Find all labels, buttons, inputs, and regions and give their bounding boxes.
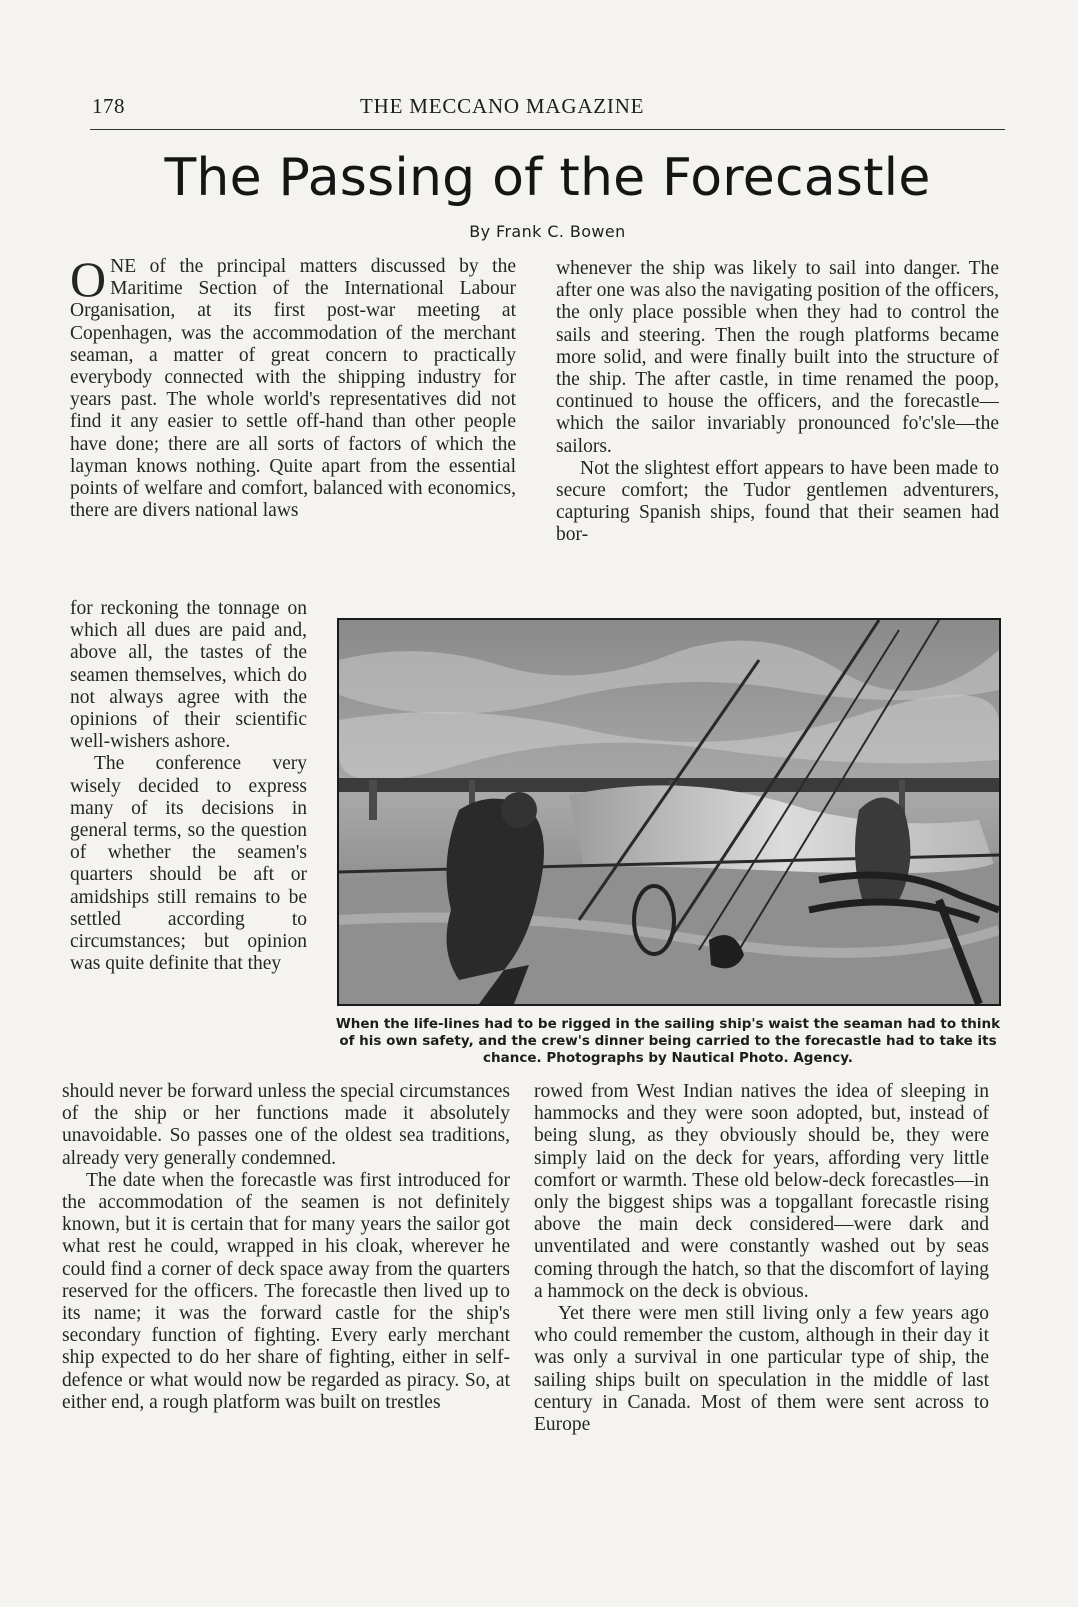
paragraph-tonnage: for reckoning the tonnage on which all dues are paid and, above all, the tastes of the seamen themselves, which do not always agree with the opinions of their scientific well-wishers ashore. — [70, 598, 307, 753]
paragraph-conference: The conference very wisely decided to express many of its decisions in general terms, so the question of whether the seamen's quarters should be aft or amidships still remains to be settled according to circumstances; but opinion was quite definite that they — [70, 753, 307, 975]
header-rule — [90, 129, 1005, 130]
magazine-name: THE MECCANO MAGAZINE — [360, 94, 645, 118]
opening-paragraph: NE of the principal matters discussed by the Maritime Section of the International Labour Organisation, at its first post-war meeting at Copenhagen, was the accommodation of the merchant seaman, a matter of great concern to practically everybody connected with the shipping industry for years past. The whole world's representatives did not find it any easier to settle off-hand than other people have done; there are all sorts of factors of which the layman knows nothing. Quite apart from the essential points of welfare and comfort, balanced with economics, there are divers national laws — [70, 256, 516, 522]
paragraph-hammocks: rowed from West Indian natives the idea of sleeping in hammocks and they were soon adopted, but, instead of being slung, as they obviously should be, they were simply laid on the deck for years, affording very little comfort or warmth. These old below-deck forecastles—in only the biggest ships was a topgallant forecastle rising above the main deck considered—were dark and unventilated and were constantly washed out by seas coming through the hatch, so that the discomfort of laying a hammock on the deck is obvious. — [534, 1081, 989, 1302]
column-2-lower — [534, 1081, 989, 1536]
column-1-opening — [70, 256, 516, 598]
photograph-image — [339, 620, 999, 1004]
page-number: 178 — [92, 94, 125, 118]
column-2-upper — [556, 258, 999, 610]
article-title: The Passing of the Forecastle — [164, 148, 931, 208]
ship-waist-photograph — [337, 618, 1001, 1006]
drop-cap: O — [70, 256, 107, 307]
column-1-narrow — [70, 598, 307, 1064]
paragraph-custom: Yet there were men still living only a few years ago who could remember the custom, although in their day it was only a survival in one particular type of ship, the sailing ships built on speculation in the middle of last century in Canada. Most of them were sent across to Europe — [534, 1303, 989, 1436]
paragraph-danger: whenever the ship was likely to sail into danger. The after one was also the navigating position of the officers, the only place possible when they had to control the sails and steering. Then the rough platforms became more solid, and were finally built into the structure of the ship. The after castle, in time renamed the poop, continued to house the officers, and the forecastle—which the sailor invariably pronounced fo'c'sle—the sailors. — [556, 258, 999, 457]
paragraph-passes: should never be forward unless the special circumstances of the ship or her functions made it absolutely unavoidable. So passes one of the oldest sea traditions, already very generally condemned. — [62, 1081, 510, 1169]
paragraph-date: The date when the forecastle was first introduced for the accommodation of the seamen is not definitely known, but it is certain that for many years the sailor got what rest he could, wrapped in his cloak, wherever he could find a corner of deck space away from the quarters reserved for the officers. The forecastle then lived up to its name; it was the forward castle for the ship's secondary function of fighting. Every early merchant ship expected to do her share of fighting, either in self-defence or what would now be regarded as piracy. So, at either end, a rough platform was built on trestles — [62, 1169, 510, 1413]
paragraph-comfort: Not the slightest effort appears to have been made to secure comfort; the Tudor gentlemen adventurers, capturing Spanish ships, found that their seamen had bor- — [556, 457, 999, 546]
figure-caption: When the life-lines had to be rigged in the sailing ship's waist the seaman had to think of his own safety, and the crew's dinner being carried to the forecastle had to take its chance. Photographs by Nautical Photo. Agency. — [335, 1016, 1001, 1066]
article-byline: By Frank C. Bowen — [469, 222, 626, 241]
running-header — [90, 92, 1005, 122]
column-1-lower — [62, 1081, 510, 1536]
